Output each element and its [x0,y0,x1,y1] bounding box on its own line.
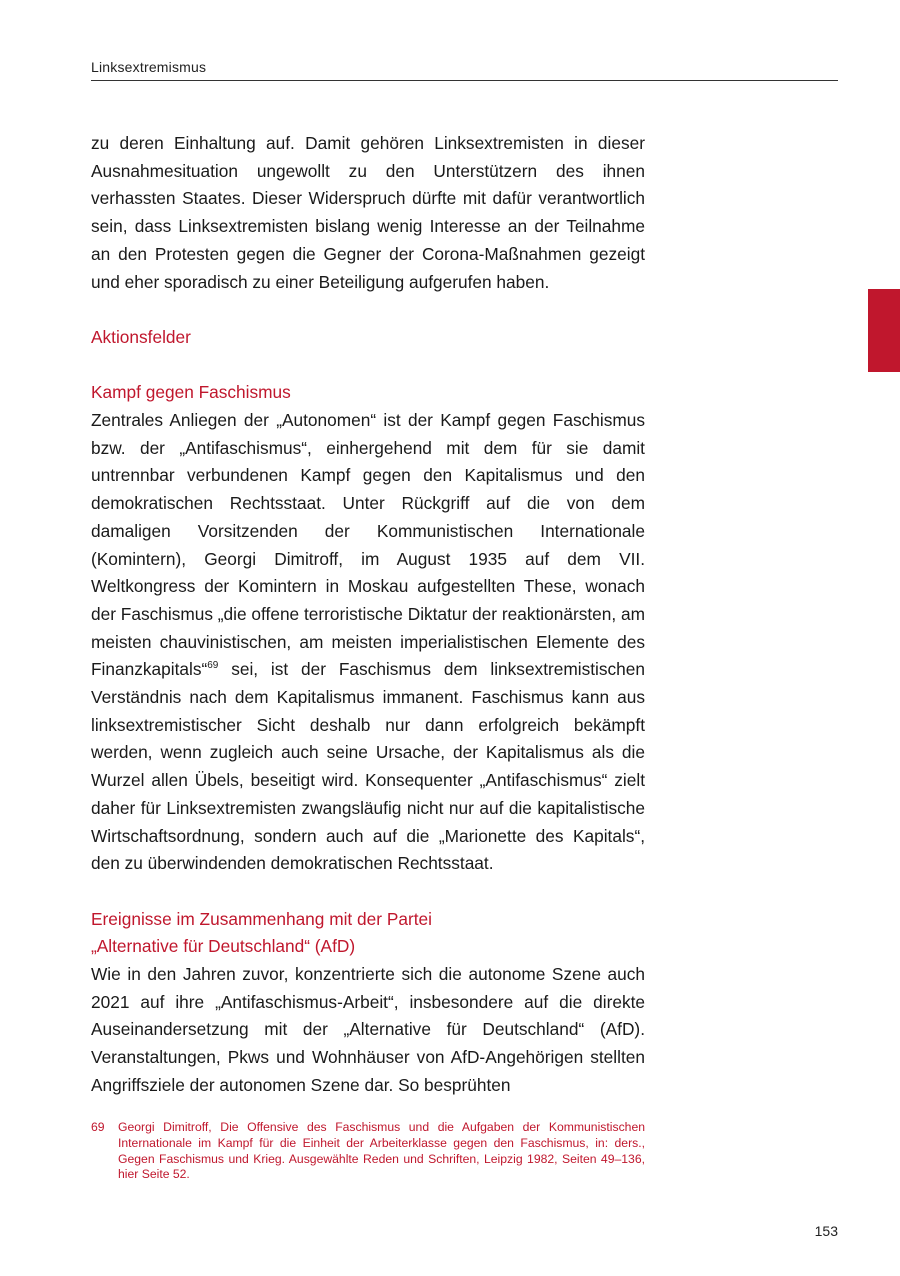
afd-paragraph: Wie in den Jahren zuvor, konzentrierte sich die autonome Szene auch 2021 auf ihre „Antifaschismus-Arbeit“, insbesondere auf die direkte Auseinandersetzung mit der „Alternative für Deutschland“ (AfD). Veranstaltungen, Pkws und Wohnhäuser von AfD-Angehörigen stellten Angriffsziele der autonomen Szene dar. So besprühten [91,964,645,1095]
running-header: Linksextremismus [91,59,207,75]
faschismus-paragraph-part1: Zentrales Anliegen der „Autonomen“ ist der Kampf gegen Faschismus bzw. der „Antifaschismus“, einhergehend mit dem für sie damit untrennbar verbundenen Kampf gegen den Kapitalismus und den demokratischen Rechtsstaat. Unter Rückgriff auf die von dem damaligen Vorsitzenden der Kommunistischen Internationale (Komintern), Georgi Dimitroff, im August 1935 auf dem VII. Weltkongress der Komintern in Moskau aufgestellten These, wonach der Faschismus „die offene terroristische Diktatur der reaktionärsten, am meisten chauvinistischen, am meisten imperialistischen Elemente des Finanzkapitals“ [91,410,645,680]
intro-paragraph: zu deren Einhaltung auf. Damit gehören Linksextremisten in dieser Ausnahmesituation ungewollt zu den Unterstützern des ihnen verhassten Staates. Dieser Widerspruch dürfte mit dafür verantwortlich sein, dass Linksextremisten bislang wenig Interesse an der Teilnahme an den Protesten gegen die Gegner der Corona-Maßnahmen gezeigt und eher sporadisch zu einer Beteiligung aufgerufen haben. [91,133,645,292]
footnote-number: 69 [91,1120,105,1134]
subsection-heading-faschismus: Kampf gegen Faschismus [91,382,291,403]
footnote-reference[interactable]: 69 [207,660,219,672]
page-number: 153 [814,1223,838,1239]
subsection-heading-afd-line1: Ereignisse im Zusammenhang mit der Partei [91,908,432,929]
header-divider [91,80,838,81]
faschismus-paragraph-part2: sei, ist der Faschismus dem linksextremistischen Verständnis nach dem Kapitalismus immanent. Faschismus kann aus linksextremistischer Sicht deshalb nur dann erfolgreich bekämpft werden, wenn zugleich auch seine Ursache, der Kapitalismus als die Wurzel allen Übels, beseitigt wird. Konsequenter „Antifaschismus“ zielt daher für Linksextremisten zwangsläufig nicht nur auf die kapitalistische Wirtschaftsordnung, sondern auch auf die „Marionette des Kapitals“, den zu überwindenden demokratischen Rechtsstaat. [91,659,645,874]
section-heading: Aktionsfelder [91,326,191,347]
subsection-heading-afd-line2: „Alternative für Deutschland“ (AfD) [91,936,356,957]
footnote [91,1120,645,1183]
main-content [91,130,645,1100]
chapter-tab-marker [868,289,900,372]
footnote-text: Georgi Dimitroff, Die Offensive des Faschismus und die Aufgaben der Kommunistischen Internationale im Kampf für die Einheit der Arbeiterklasse gegen den Faschismus, in: ders., Gegen Faschismus und Krieg. Ausgewählte Reden und Schriften, Leipzig 1982, Seiten 49–136, hier Seite 52. [118,1120,645,1182]
faschismus-paragraph [91,407,645,878]
